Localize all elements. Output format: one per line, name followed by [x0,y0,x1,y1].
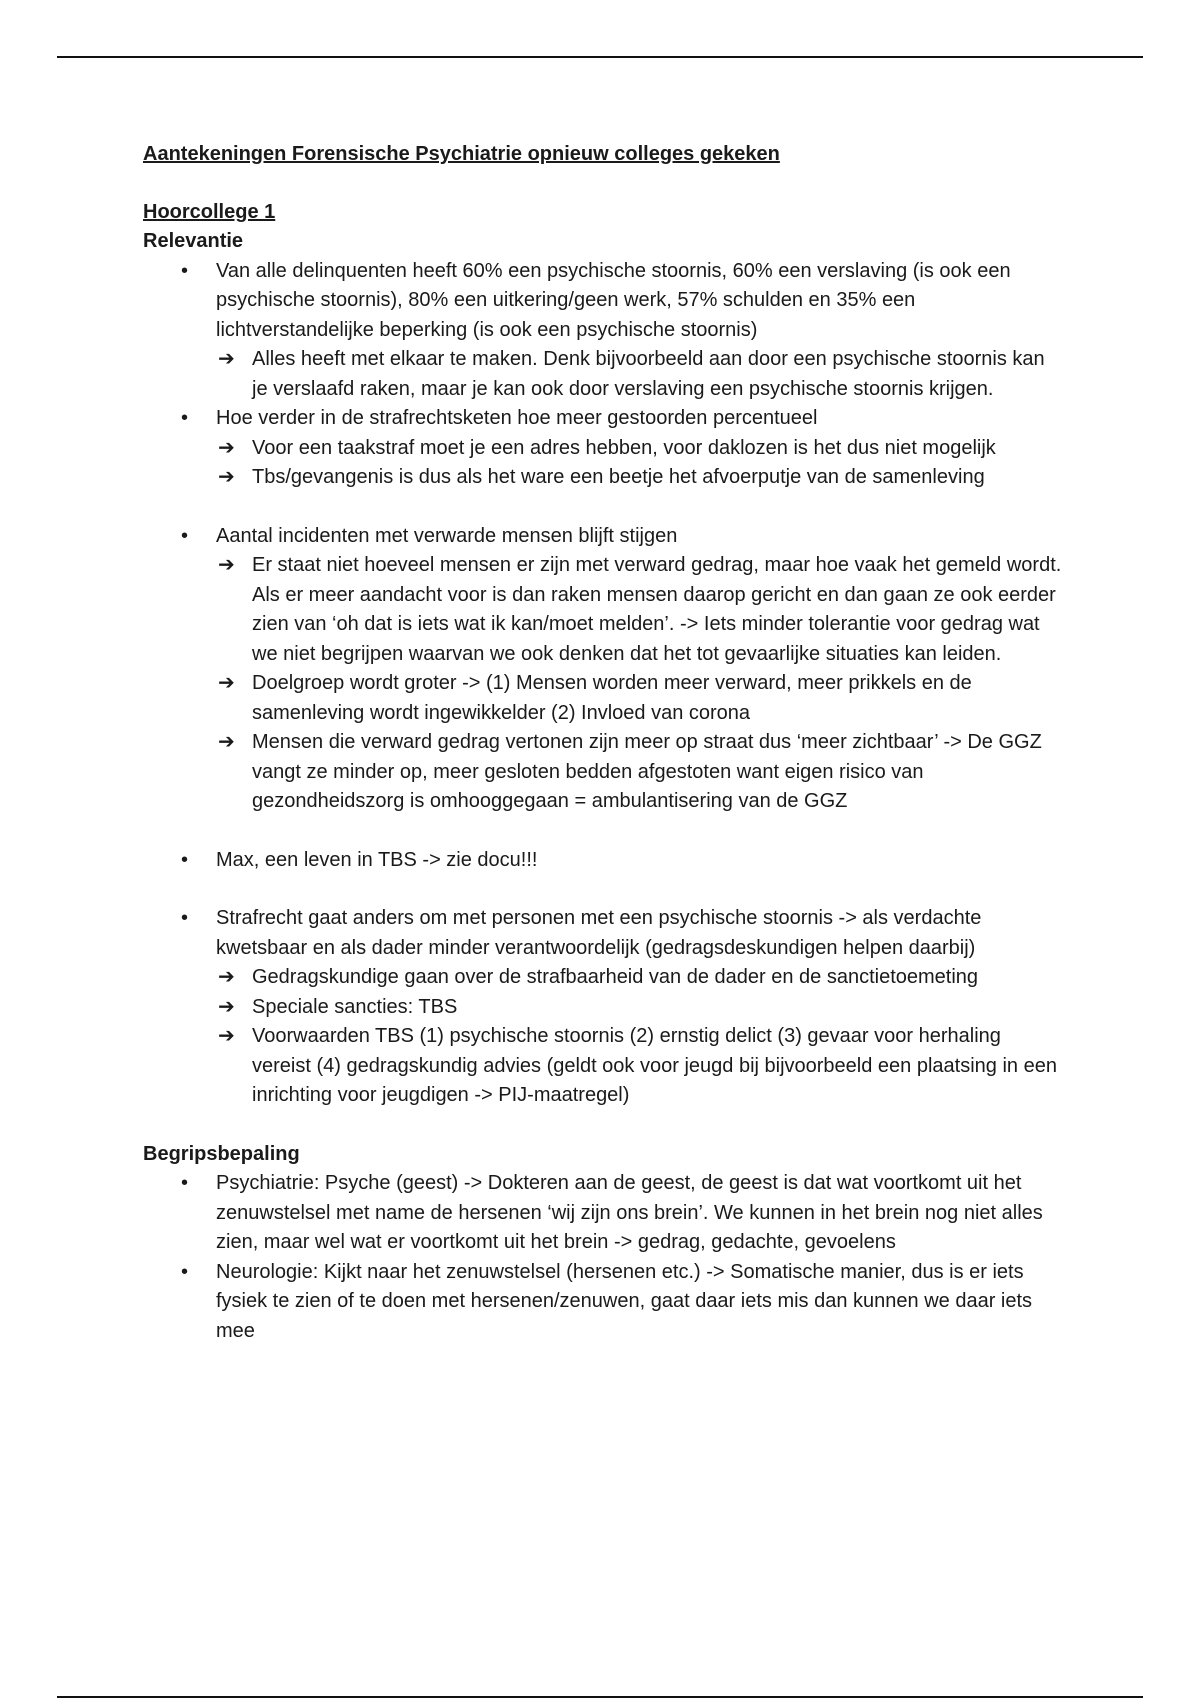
sub-item-text: Alles heeft met elkaar te maken. Denk bijvoorbeeld aan door een psychische stoornis kan je verslaafd raken, maar je kan ook door verslaving een psychische stoornis krijgen. [252,348,1045,400]
sub-item-text: Gedragskundige gaan over de strafbaarheid van de dader en de sanctietoemeting [252,966,979,988]
sub-list [216,963,1063,1111]
sub-list-item [216,434,1063,464]
arrow-icon: ➔ [218,436,235,459]
list-item [143,846,1063,876]
sub-list [216,551,1063,817]
list-item-text: Van alle delinquenten heeft 60% een psychische stoornis, 60% een verslaving (is ook een psychische stoornis), 80% een uitkering/geen werk, 57% schulden en 35% een lichtverstandelijke beperking (is ook een psychische stoornis) [216,259,1011,341]
lecture-heading: Hoorcollege 1 [143,200,276,223]
sub-item-text: Speciale sancties: TBS [252,995,458,1018]
sub-item-text: Doelgroep wordt groter -> (1) Mensen worden meer verward, meer prikkels en de samenleving wordt ingewikkelder (2) Invloed van corona [252,672,972,724]
sub-list [216,345,1063,404]
arrow-icon: ➔ [218,466,235,488]
bullet-icon: • [181,907,189,929]
bullet-icon: • [181,1172,189,1194]
list-item [143,522,1063,817]
list-item-text: Aantal incidenten met verwarde mensen blijft stijgen [216,524,678,547]
arrow-icon: ➔ [218,966,235,988]
list-item-text: Hoe verder in de strafrechtsketen hoe meer gestoorden percentueel [216,407,818,429]
section-heading-relevantie: Relevantie [143,230,244,252]
sub-list [216,434,1063,493]
list-item-text: Strafrecht gaat anders om met personen met een psychische stoornis -> als verdachte kwetsbaar en als dader minder verantwoordelijk (gedragsdeskundigen helpen daarbij) [216,907,982,959]
begripsbepaling-list [143,1169,1063,1346]
relevantie-list [143,257,1063,493]
arrow-icon: ➔ [218,672,235,694]
sub-item-text: Tbs/gevangenis is dus als het ware een beetje het afvoerputje van de samenleving [252,466,985,488]
header-rule [57,56,1143,58]
footer-rule [57,1696,1143,1698]
bullet-icon: • [181,259,189,282]
sub-item-text: Voorwaarden TBS (1) psychische stoornis (2) ernstig delict (3) gevaar voor herhaling vereist (4) gedragskundig advies (geldt ook voor jeugd bij bijvoorbeeld een plaatsing in een inrichting voor jeugdigen -> PIJ-maatregel) [252,1025,1057,1106]
sub-list-item [216,963,1063,993]
relevantie-list [143,846,1063,876]
section-heading-begripsbepaling: Begripsbepaling [143,1142,300,1165]
list-item [143,1169,1063,1258]
sub-list-item [216,463,1063,493]
list-item [143,257,1063,405]
arrow-icon: ➔ [218,554,235,576]
sub-item-text: Voor een taakstraf moet je een adres hebben, voor daklozen is het dus niet mogelijk [252,436,996,459]
relevantie-list [143,904,1063,1111]
sub-item-text: Er staat niet hoeveel mensen er zijn met verward gedrag, maar hoe vaak het gemeld wordt. Als er meer aandacht voor is dan raken mensen daarop gericht en dan gaan ze ook eerder zien van ‘oh dat is iets wat ik kan/moet melden’. -> Iets minder tolerantie voor gedrag wat we niet begrijpen waarvan we ook denken dat het tot gevaarlijke situaties kan leiden. [252,554,1062,665]
sub-list-item [216,551,1063,669]
sub-item-text: Mensen die verward gedrag vertonen zijn meer op straat dus ‘meer zichtbaar’ -> De GGZ vangt ze minder op, meer gesloten bedden afgestoten want eigen risico van gezondheidszorg is omhooggegaan = ambulantisering van de GGZ [252,731,1042,812]
list-item-text: Neurologie: Kijkt naar het zenuwstelsel (hersenen etc.) -> Somatische manier, dus is er iets fysiek te zien of te doen met hersenen/zenuwen, gaat daar iets mis dan kunnen we daar iets mee [216,1260,1033,1342]
bullet-icon: • [181,407,189,429]
list-item-text: Psychiatrie: Psyche (geest) -> Dokteren aan de geest, de geest is dat wat voortkomt uit het zenuwstelsel met name de hersenen ‘wij zijn ons brein’. We kunnen in het brein nog niet alles zien, maar wel wat er voortkomt uit het brein -> gedrag, gedachte, gevoelens [216,1172,1043,1253]
list-item [143,404,1063,493]
relevantie-list [143,522,1063,817]
sub-list-item [216,993,1063,1023]
sub-list-item [216,669,1063,728]
arrow-icon: ➔ [218,348,235,370]
list-item-text: Max, een leven in TBS -> zie docu!!! [216,848,538,871]
bullet-icon: • [181,524,189,547]
arrow-icon: ➔ [218,1025,235,1047]
bullet-icon: • [181,1260,189,1283]
document-title: Aantekeningen Forensische Psychiatrie opnieuw colleges gekeken [143,143,780,165]
sub-list-item [216,728,1063,817]
list-item [143,1258,1063,1347]
sub-list-item [216,345,1063,404]
bullet-icon: • [181,848,189,871]
arrow-icon: ➔ [218,995,235,1018]
document-body [143,140,1063,1346]
arrow-icon: ➔ [218,731,235,753]
sub-list-item [216,1022,1063,1111]
list-item [143,904,1063,1111]
